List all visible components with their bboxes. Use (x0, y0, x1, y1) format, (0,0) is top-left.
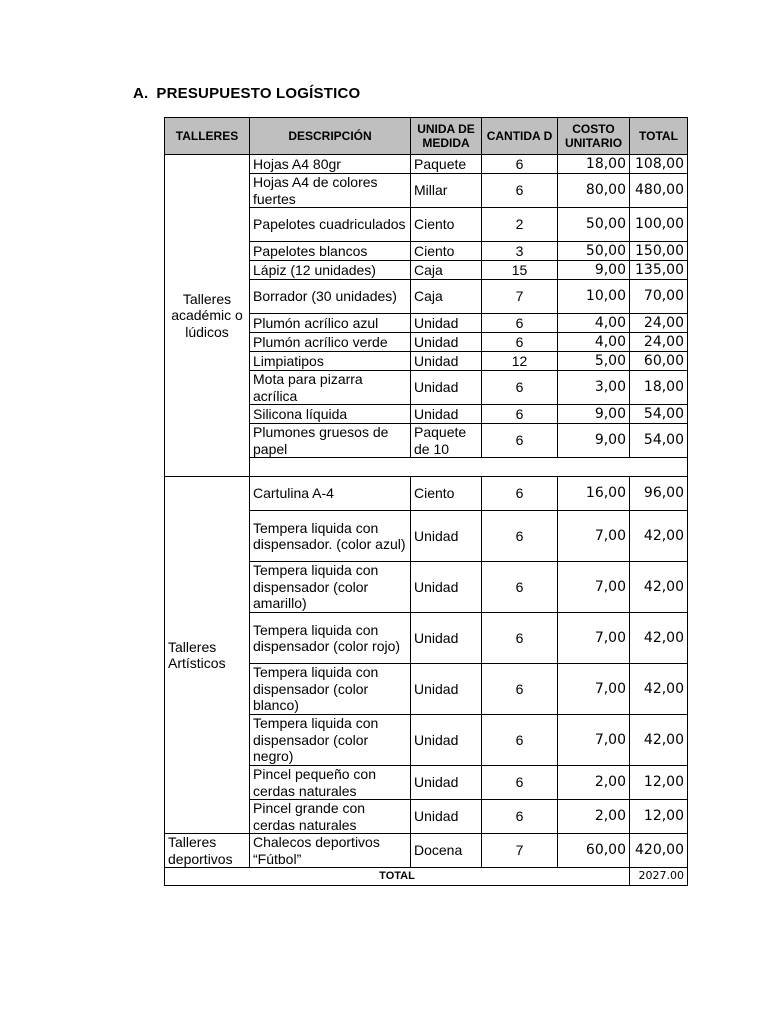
group-artisticos (165, 477, 250, 834)
row-total: 24,00 (630, 333, 688, 352)
col-header-cantidad: CANTIDA D (482, 118, 558, 155)
row-unit: Unidad (411, 613, 482, 664)
row-description: Borrador (30 unidades) (250, 280, 411, 314)
row-description: Tempera liquida con dispensador (color rojo) (250, 613, 411, 664)
row-total: 420,00 (630, 834, 688, 868)
row-description: Tempera liquida con dispensador (color amarillo) (250, 562, 411, 613)
section-title: PRESUPUESTO LOGÍSTICO (156, 85, 361, 102)
row-total: 12,00 (630, 800, 688, 834)
row-unit-cost: 7,00 (558, 562, 630, 613)
col-header-descripcion: DESCRIPCIÓN (250, 118, 411, 155)
row-unit-cost: 7,00 (558, 511, 630, 562)
col-header-total: TOTAL (630, 118, 688, 155)
row-unit: Caja (411, 280, 482, 314)
row-description: Pincel grande con cerdas naturales (250, 800, 411, 834)
row-description: Papelotes blancos (250, 242, 411, 261)
row-quantity: 6 (482, 405, 558, 424)
row-quantity: 6 (482, 562, 558, 613)
row-unit-cost: 2,00 (558, 800, 630, 834)
row-total: 480,00 (630, 174, 688, 208)
row-quantity: 6 (482, 174, 558, 208)
row-total: 60,00 (630, 352, 688, 371)
row-quantity: 6 (482, 371, 558, 405)
row-description: Plumón acrílico verde (250, 333, 411, 352)
row-description: Lápiz (12 unidades) (250, 261, 411, 280)
row-total: 42,00 (630, 511, 688, 562)
row-unit-cost: 7,00 (558, 664, 630, 715)
row-description: Papelotes cuadriculados (250, 208, 411, 242)
total-row (165, 868, 688, 886)
section-letter: A. (133, 85, 149, 102)
row-total: 108,00 (630, 155, 688, 174)
row-total: 96,00 (630, 477, 688, 511)
budget-table (164, 117, 688, 886)
group-label: Talleres Artísticos (168, 638, 226, 671)
col-header-unidad: UNIDA DE MEDIDA (411, 118, 482, 155)
row-unit: Unidad (411, 800, 482, 834)
row-description: Tempera liquida con dispensador (color negro) (250, 715, 411, 766)
row-unit-cost: 50,00 (558, 242, 630, 261)
row-description: Limpiatipos (250, 352, 411, 371)
row-unit-cost: 4,00 (558, 314, 630, 333)
row-quantity: 15 (482, 261, 558, 280)
row-unit-cost: 18,00 (558, 155, 630, 174)
row-description: Chalecos deportivos “Fútbol” (250, 834, 411, 868)
row-unit-cost: 80,00 (558, 174, 630, 208)
row-quantity: 6 (482, 715, 558, 766)
row-quantity: 12 (482, 352, 558, 371)
row-quantity: 6 (482, 766, 558, 800)
row-unit-cost: 3,00 (558, 371, 630, 405)
row-quantity: 7 (482, 834, 558, 868)
row-unit: Unidad (411, 352, 482, 371)
row-unit-cost: 9,00 (558, 424, 630, 458)
row-total: 42,00 (630, 664, 688, 715)
row-quantity: 6 (482, 424, 558, 458)
row-unit: Unidad (411, 766, 482, 800)
section-heading (133, 85, 360, 102)
row-unit-cost: 9,00 (558, 261, 630, 280)
row-quantity: 6 (482, 155, 558, 174)
row-total: 135,00 (630, 261, 688, 280)
total-label: TOTAL (165, 868, 630, 886)
row-total: 70,00 (630, 280, 688, 314)
row-unit: Unidad (411, 371, 482, 405)
row-total: 100,00 (630, 208, 688, 242)
group-label: Talleres académic o lúdicos (171, 290, 243, 340)
row-description: Hojas A4 80gr (250, 155, 411, 174)
row-quantity: 6 (482, 664, 558, 715)
row-total: 18,00 (630, 371, 688, 405)
row-unit-cost: 4,00 (558, 333, 630, 352)
table-row (165, 477, 688, 511)
row-quantity: 7 (482, 280, 558, 314)
row-description: Plumón acrílico azul (250, 314, 411, 333)
row-total: 42,00 (630, 613, 688, 664)
row-quantity: 6 (482, 333, 558, 352)
col-header-costo: COSTO UNITARIO (558, 118, 630, 155)
row-total: 12,00 (630, 766, 688, 800)
row-unit-cost: 10,00 (558, 280, 630, 314)
row-unit: Paquete (411, 155, 482, 174)
row-unit: Caja (411, 261, 482, 280)
row-unit: Ciento (411, 477, 482, 511)
row-unit: Paquete de 10 (411, 424, 482, 458)
row-unit-cost: 60,00 (558, 834, 630, 868)
row-unit-cost: 7,00 (558, 715, 630, 766)
row-unit: Unidad (411, 405, 482, 424)
row-quantity: 6 (482, 613, 558, 664)
row-description: Hojas A4 de colores fuertes (250, 174, 411, 208)
row-unit-cost: 50,00 (558, 208, 630, 242)
table-row (165, 834, 688, 868)
row-quantity: 6 (482, 477, 558, 511)
total-value: 2027.00 (630, 868, 688, 886)
row-quantity: 3 (482, 242, 558, 261)
row-unit-cost: 9,00 (558, 405, 630, 424)
col-header-talleres: TALLERES (165, 118, 250, 155)
row-unit: Unidad (411, 314, 482, 333)
group-academicos (165, 155, 250, 477)
row-unit: Unidad (411, 715, 482, 766)
row-description: Plumones gruesos de papel (250, 424, 411, 458)
table-row (165, 155, 688, 174)
row-unit: Unidad (411, 562, 482, 613)
row-total: 42,00 (630, 715, 688, 766)
row-unit-cost: 7,00 (558, 613, 630, 664)
spacer-cell (250, 458, 688, 477)
row-total: 150,00 (630, 242, 688, 261)
row-quantity: 6 (482, 511, 558, 562)
row-unit: Ciento (411, 242, 482, 261)
row-unit: Millar (411, 174, 482, 208)
group-label: Talleres deportivos (168, 834, 233, 867)
row-unit: Unidad (411, 511, 482, 562)
group-deportivos (165, 834, 250, 868)
row-quantity: 2 (482, 208, 558, 242)
row-description: Pincel pequeño con cerdas naturales (250, 766, 411, 800)
row-unit: Ciento (411, 208, 482, 242)
row-description: Silicona líquida (250, 405, 411, 424)
row-description: Tempera liquida con dispensador (color blanco) (250, 664, 411, 715)
table-header-row (165, 118, 688, 155)
row-description: Cartulina A-4 (250, 477, 411, 511)
row-unit: Unidad (411, 664, 482, 715)
row-total: 54,00 (630, 405, 688, 424)
row-unit-cost: 5,00 (558, 352, 630, 371)
row-total: 42,00 (630, 562, 688, 613)
row-quantity: 6 (482, 800, 558, 834)
row-unit: Unidad (411, 333, 482, 352)
row-description: Tempera liquida con dispensador. (color azul) (250, 511, 411, 562)
row-unit-cost: 2,00 (558, 766, 630, 800)
row-quantity: 6 (482, 314, 558, 333)
row-description: Mota para pizarra acrílica (250, 371, 411, 405)
row-unit: Docena (411, 834, 482, 868)
row-total: 24,00 (630, 314, 688, 333)
row-total: 54,00 (630, 424, 688, 458)
row-unit-cost: 16,00 (558, 477, 630, 511)
